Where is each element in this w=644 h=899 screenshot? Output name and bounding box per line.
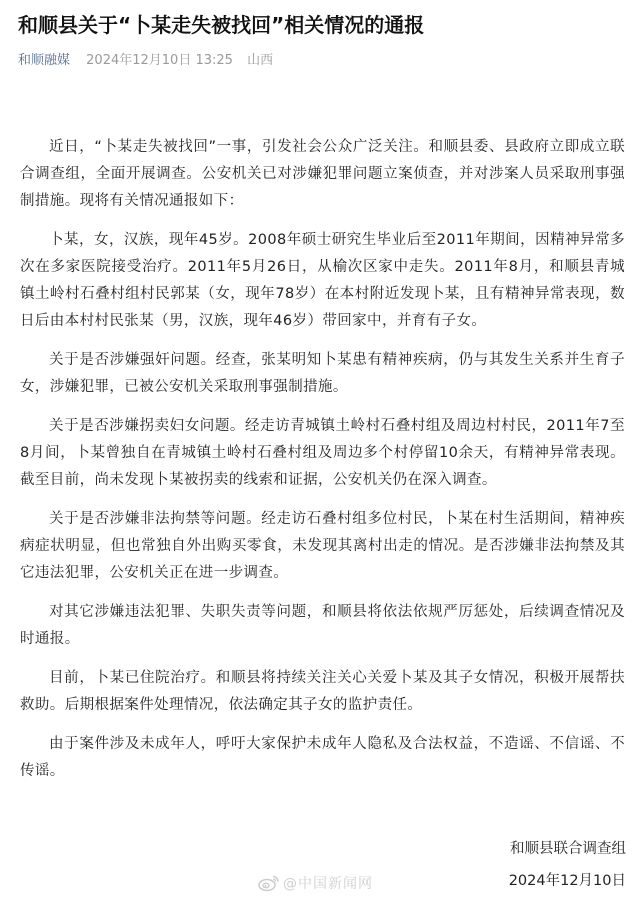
paragraph-appeal: 由于案件涉及未成年人，呼吁大家保护未成年人隐私及合法权益，不造谣、不信谣、不传谣。 bbox=[20, 736, 625, 779]
paragraph-other-issues: 对其它涉嫌违法犯罪、失职失责等问题，和顺县将依法依规严厉惩处，后续调查情况及时通报。 bbox=[20, 604, 625, 647]
watermark-text: @中国新闻网 bbox=[283, 876, 373, 892]
source-link[interactable]: 和顺融媒 bbox=[18, 53, 71, 68]
paragraph-intro: 近日，“卜某走失被找回”一事，引发社会公众广泛关注。和顺县委、县政府立即成立联合调查组，全面开展调查。公安机关已对涉嫌犯罪问题立案侦查，并对涉案人员采取刑事强制措施。现将有关情况通报如下： bbox=[20, 139, 625, 209]
weibo-icon bbox=[258, 874, 280, 892]
article-title: 和顺县关于“卜某走失被找回”相关情况的通报 bbox=[18, 13, 425, 37]
signature: 和顺县联合调查组 bbox=[510, 841, 626, 857]
paragraph-rape-issue: 关于是否涉嫌强奸问题。经查，张某明知卜某患有精神疾病，仍与其发生关系并生育子女，涉嫌犯罪，已被公安机关采取刑事强制措施。 bbox=[20, 352, 625, 395]
signature-date: 2024年12月10日 bbox=[508, 873, 626, 889]
paragraph-detention-issue: 关于是否涉嫌非法拘禁等问题。经走访石叠村组多位村民，卜某在村生活期间，精神疾病症状明显，但也常独自外出购买零食，未发现其离村出走的情况。是否涉嫌非法拘禁及其它违法犯罪，公安机关正在进一步调查。 bbox=[20, 511, 625, 581]
paragraph-current-status: 目前，卜某已住院治疗。和顺县将持续关注关心关爱卜某及其子女情况，积极开展帮扶救助。后期根据案件处理情况，依法确定其子女的监护责任。 bbox=[20, 670, 625, 713]
paragraph-background: 卜某，女，汉族，现年45岁。2008年硕士研究生毕业后至2011年期间，因精神异常多次在多家医院接受治疗。2011年5月26日，从榆次区家中走失。2011年8月，和顺县青城镇土岭村石叠村组村民郭某（女，现年78岁）在本村附近发现卜某，且有精神异常表现，数日后由本村村民张某（男，汉族，现年46岁）带回家中，并育有子女。 bbox=[20, 232, 625, 329]
article-body bbox=[20, 134, 625, 797]
watermark bbox=[258, 872, 373, 894]
publish-datetime: 2024年12月10日 13:25 bbox=[86, 53, 233, 68]
article-meta bbox=[18, 53, 273, 69]
paragraph-trafficking-issue: 关于是否涉嫌拐卖妇女问题。经走访青城镇土岭村石叠村组及周边村村民，2011年7至8月间，卜某曾独自在青城镇土岭村石叠村组及周边多个村停留10余天，有精神异常表现。截至目前，尚未发现卜某被拐卖的线索和证据，公安机关仍在深入调查。 bbox=[20, 418, 625, 488]
publish-location: 山西 bbox=[247, 53, 274, 68]
